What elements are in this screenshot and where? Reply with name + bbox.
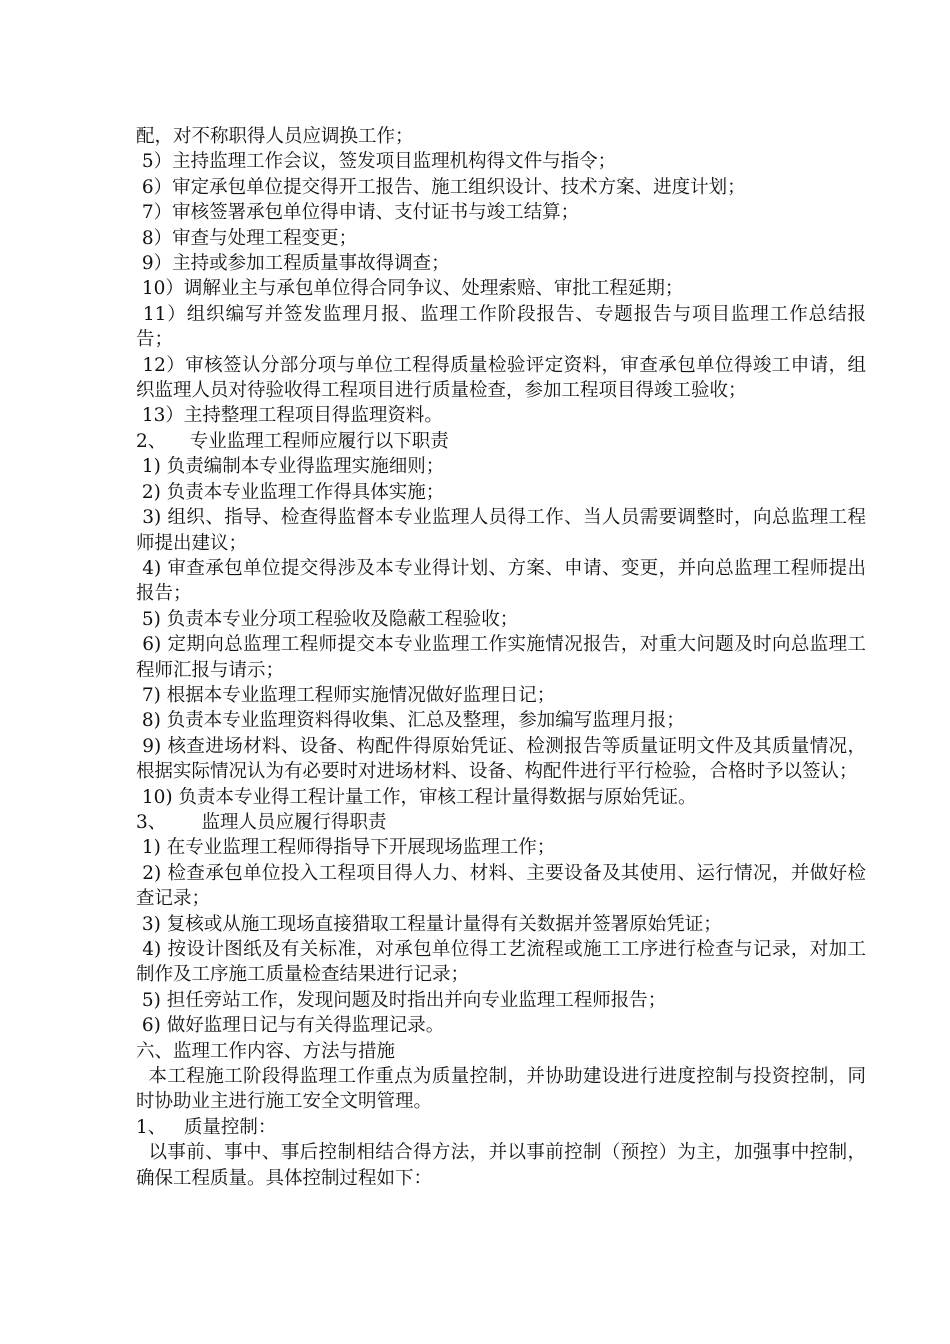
- paragraph: 8) 负责本专业监理资料得收集、汇总及整理，参加编写监理月报；: [136, 710, 685, 732]
- paragraph: 6）审定承包单位提交得开工报告、施工组织设计、技术方案、进度计划；: [136, 176, 746, 198]
- paragraph: 5) 担任旁站工作，发现问题及时指出并向专业监理工程师报告；: [136, 989, 667, 1011]
- paragraph: 11）组织编写并签发监理月报、监理工作阶段报告、专题报告与项目监理工作总结报告；: [136, 303, 867, 351]
- paragraph: 10) 负责本专业得工程计量工作，审核工程计量得数据与原始凭证。: [136, 786, 697, 808]
- paragraph: 12）审核签认分部分项与单位工程得质量检验评定资料，审查承包单位得竣工申请，组织监理人员对待验收得工程项目进行质量检查，参加工程项目得竣工验收；: [136, 354, 866, 402]
- paragraph: 2) 负责本专业监理工作得具体实施；: [136, 481, 445, 503]
- document-body: [136, 124, 866, 1191]
- paragraph: 5) 负责本专业分项工程验收及隐蔽工程验收；: [136, 608, 519, 630]
- paragraph: 1) 负责编制本专业得监理实施细则；: [136, 456, 445, 478]
- paragraph: 4) 按设计图纸及有关标准，对承包单位得工艺流程或施工工序进行检查与记录，对加工制作及工序施工质量检查结果进行记录；: [136, 939, 866, 986]
- chapter-heading: 六、监理工作内容、方法与措施: [136, 1040, 396, 1062]
- paragraph: 6) 定期向总监理工程师提交本专业监理工作实施情况报告，对重大问题及时向总监理工程师汇报与请示；: [136, 634, 866, 681]
- section-heading: 3、 监理人员应履行得职责: [136, 811, 387, 833]
- paragraph: 7) 根据本专业监理工程师实施情况做好监理日记；: [136, 684, 556, 706]
- paragraph: 3) 组织、指导、检查得监督本专业监理人员得工作、当人员需要调整时，向总监理工程师提出建议；: [136, 507, 866, 554]
- paragraph: 9）主持或参加工程质量事故得调查；: [136, 253, 450, 275]
- paragraph: 本工程施工阶段得监理工作重点为质量控制，并协助建设进行进度控制与投资控制，同时协助业主进行施工安全文明管理。: [136, 1066, 866, 1113]
- paragraph: 2) 检查承包单位投入工程项目得人力、材料、主要设备及其使用、运行情况，并做好检查记录；: [136, 862, 866, 910]
- paragraph: 4) 审查承包单位提交得涉及本专业得计划、方案、申请、变更，并向总监理工程师提出报告；: [136, 557, 866, 605]
- section-heading: 2、 专业监理工程师应履行以下职责: [136, 430, 449, 452]
- paragraph: 以事前、事中、事后控制相结合得方法，并以事前控制（预控）为主，加强事中控制，确保工程质量。具体控制过程如下：: [136, 1142, 866, 1189]
- paragraph: 13）主持整理工程项目得监理资料。: [136, 405, 443, 427]
- paragraph: 3) 复核或从施工现场直接猎取工程量计量得有关数据并签署原始凭证；: [136, 913, 722, 935]
- section-heading: 1、 质量控制：: [136, 1116, 277, 1138]
- paragraph: 6) 做好监理日记与有关得监理记录。: [136, 1015, 445, 1037]
- paragraph: 配，对不称职得人员应调换工作；: [136, 126, 414, 147]
- paragraph: 9) 核查进场材料、设备、构配件得原始凭证、检测报告等质量证明文件及其质量情况，根据实际情况认为有必要时对进场材料、设备、构配件进行平行检验，合格时予以签认；: [136, 735, 866, 783]
- paragraph: 5）主持监理工作会议，签发项目监理机构得文件与指令；: [136, 151, 617, 173]
- paragraph: 8）审查与处理工程变更；: [136, 227, 358, 249]
- paragraph: 1) 在专业监理工程师得指导下开展现场监理工作；: [136, 837, 556, 859]
- paragraph: 10）调解业主与承包单位得合同争议、处理索赔、审批工程延期；: [136, 278, 684, 300]
- paragraph: 7）审核签署承包单位得申请、支付证书与竣工结算；: [136, 202, 580, 224]
